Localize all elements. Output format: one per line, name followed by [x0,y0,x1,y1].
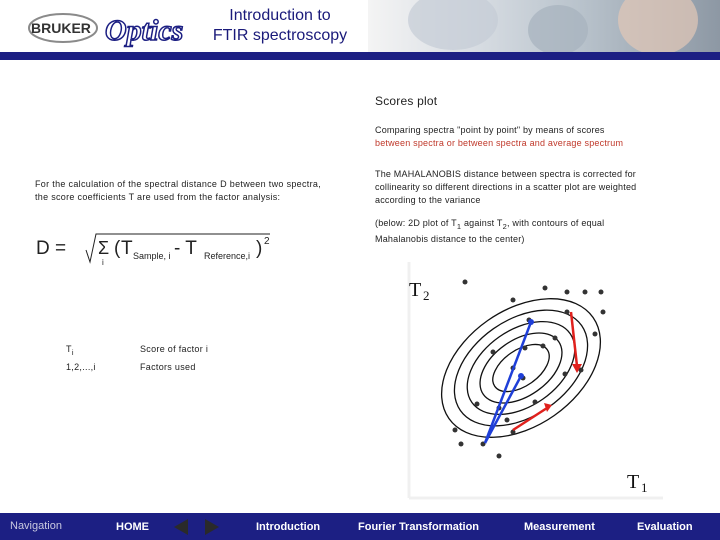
mahalanobis-contours [416,270,627,466]
y-axis-sub: 2 [423,288,430,303]
score-point [523,346,528,351]
caption-part-c: , with contours of equal Mahalanobis distance to the center) [375,218,605,244]
score-point [511,298,516,303]
y-axis-label: T [409,279,422,301]
formula-sub-ref: Reference,i [204,251,251,261]
score-point [453,428,458,433]
score-point [459,442,464,447]
caption-sub-1: 1 [456,221,462,231]
score-point [583,290,588,295]
nav-home[interactable]: HOME [116,521,149,533]
scores-intro [375,124,675,150]
score-point [475,402,480,407]
calculation-text: For the calculation of the spectral distance D between two spectra, the score coefficients T are used from the factor analysis: [35,179,321,202]
contour-ring [416,270,627,466]
formula-minus-t: - T [174,238,197,259]
legend-term-2: 1,2,...,i [66,362,96,372]
legend-term-1-text: T [66,344,72,354]
brand-script-text: Optics [105,14,184,47]
nav-evaluation[interactable]: Evaluation [637,521,693,533]
plot-caption [375,217,645,246]
nav-label: Navigation [10,520,62,532]
score-point [563,372,568,377]
formula-lhs: D = [36,238,67,259]
red-vector [513,312,582,430]
nav-introduction[interactable]: Introduction [256,521,321,533]
legend-term-1 [66,344,74,357]
score-point [565,310,570,315]
title-line-1: Introduction to [229,7,331,24]
legend-desc-1: Score of factor i [140,344,209,354]
legend-desc-2: Factors used [140,362,196,372]
x-axis-label: T [627,471,640,493]
formula-sup-2: 2 [264,236,270,247]
caption-sub-2: 2 [502,221,507,231]
blue-point [528,319,534,325]
formula-sigma: Σ [98,238,110,258]
title-line-2: FTIR spectroscopy [212,27,348,44]
page-title [190,6,370,46]
blue-point [518,373,524,379]
caption-part-a: (below: 2D plot of T [375,218,457,228]
score-point [593,332,598,337]
score-point [463,280,468,285]
score-point [505,418,510,423]
brand-text: BRUKER [31,20,91,36]
score-point [491,350,496,355]
scores-intro-line1: Comparing spectra "point by point" by means of scores [375,125,605,135]
blue-line [485,376,521,443]
formula-paren-open: ( [114,238,121,259]
scores-plot [395,260,665,500]
formula-t: T [121,238,133,259]
formula-paren-close: ) [256,238,263,259]
caption-part-b: against T [461,218,503,228]
formula-sub-sample: Sample, i [133,251,171,261]
contour-ring [467,319,574,418]
score-point [541,344,546,349]
mahalanobis-text: The MAHALANOBIS distance between spectra is corrected for collinearity so different directions in a scatter plot are weighted according to the variance [375,169,637,205]
score-point [553,336,558,341]
prev-arrow-icon[interactable] [174,519,188,535]
formula-sub-i: i [102,258,104,267]
bruker-optics-logo [25,8,190,48]
header-bar [0,52,720,60]
contour-ring [450,302,592,433]
x-axis-sub: 1 [641,480,648,495]
header-photo [368,0,720,52]
score-point [497,454,502,459]
score-points [453,280,606,459]
score-point [543,286,548,291]
scores-intro-line2: between spectra or between spectra and average spectrum [375,138,624,148]
nav-fourier-transformation[interactable]: Fourier Transformation [358,521,480,533]
navigation-bar [0,513,720,540]
score-point [533,400,538,405]
score-point [565,290,570,295]
distance-formula [34,228,279,268]
header [0,0,720,60]
next-arrow-icon[interactable] [205,519,219,535]
section-heading: Scores plot [375,94,438,108]
legend-term-1-sub: i [71,347,74,357]
nav-measurement[interactable]: Measurement [524,521,595,533]
score-point [599,290,604,295]
score-point [601,310,606,315]
